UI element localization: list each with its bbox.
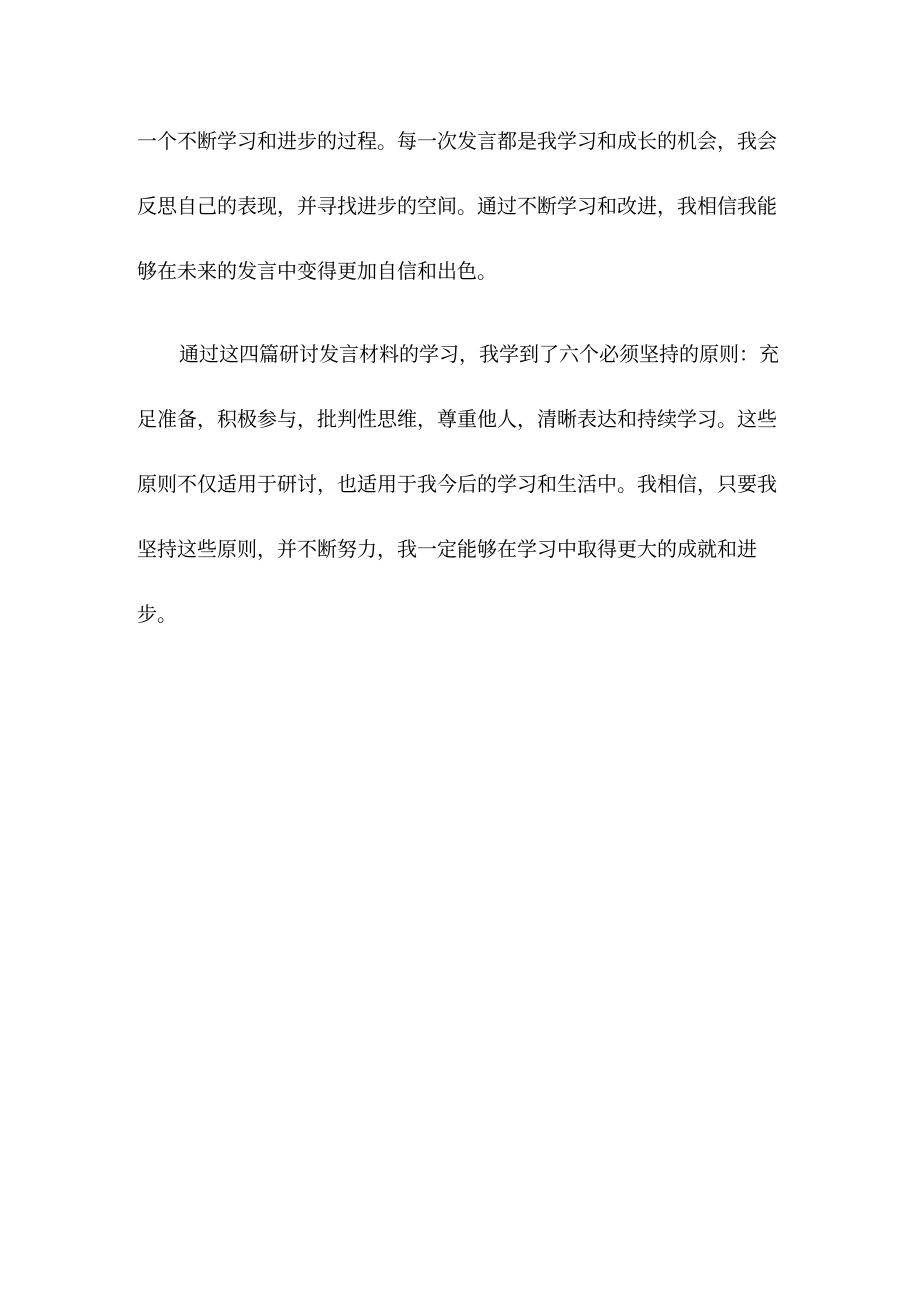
paragraph-line: 通过这四篇研讨发言材料的学习，我学到了六个必须坚持的原则：充: [179, 342, 779, 366]
paragraph-line: 原则不仅适用于研讨，也适用于我今后的学习和生活中。我相信，只要我: [137, 472, 777, 496]
paragraph-line: 步。: [137, 602, 177, 626]
paragraph-line: 坚持这些原则，并不断努力，我一定能够在学习中取得更大的成就和进: [137, 537, 757, 561]
paragraph-line: 反思自己的表现，并寻找进步的空间。通过不断学习和改进，我相信我能: [137, 194, 777, 218]
paragraph-line: 一个不断学习和进步的过程。每一次发言都是我学习和成长的机会，我会: [137, 129, 777, 153]
paragraph-line: 够在未来的发言中变得更加自信和出色。: [137, 259, 497, 283]
paragraph-continuation: [137, 126, 787, 321]
paragraph-summary: [137, 339, 787, 664]
paragraph-line: 足准备，积极参与，批判性思维，尊重他人，清晰表达和持续学习。这些: [137, 407, 777, 431]
